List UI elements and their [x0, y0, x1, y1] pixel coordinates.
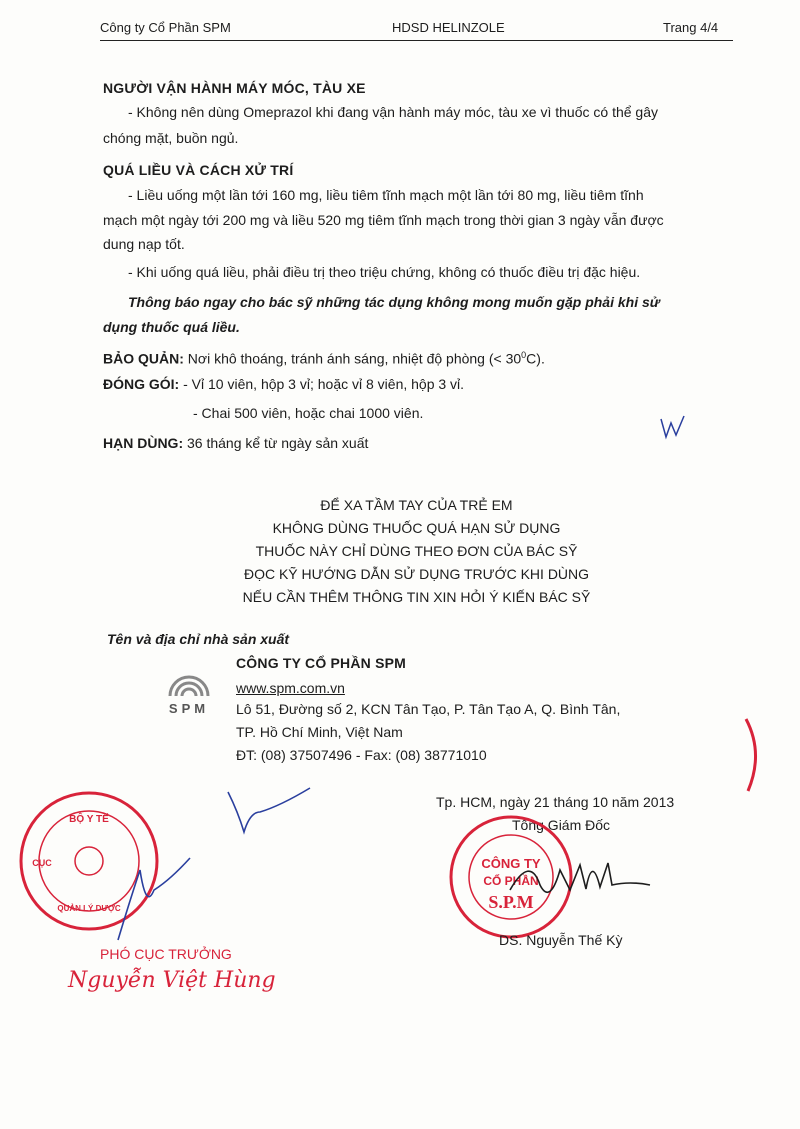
overdose-p2: - Khi uống quá liều, phải điều trị theo triệu chứng, không có thuốc điều trị đặc hiệu. [128, 264, 641, 280]
authority-stamp-bottom: QUẢN LÝ DƯỢC [57, 904, 121, 913]
machine-line-2: chóng mặt, buồn ngủ. [103, 130, 239, 146]
overdose-heading: QUÁ LIỀU VÀ CÁCH XỬ TRÍ [103, 162, 294, 178]
packaging-line-1: - Vỉ 10 viên, hộp 3 vỉ; hoặc vỉ 8 viên, hộp 3 vỉ. [179, 376, 465, 392]
overdose-p1-line-2: mạch một ngày tới 200 mg và liều 520 mg tiêm tĩnh mạch trong thời gian 3 ngày vẫn được [103, 212, 664, 228]
warning-4: ĐỌC KỸ HƯỚNG DẪN SỬ DỤNG TRƯỚC KHI DÙNG [243, 566, 590, 582]
machine-line-1: - Không nên dùng Omeprazol khi đang vận hành máy móc, tàu xe vì thuốc có thể gây [128, 104, 658, 120]
header-page-number: Trang 4/4 [663, 20, 719, 35]
storage-text: Nơi khô thoáng, tránh ánh sáng, nhiệt độ phòng (< 30 [183, 350, 522, 367]
spm-logo-arc-icon [158, 666, 220, 698]
authority-title: PHÓ CỤC TRƯỞNG [100, 946, 232, 962]
manufacturer-address-line-2: TP. Hồ Chí Minh, Việt Nam [236, 724, 403, 740]
manufacturer-name: CÔNG TY CỔ PHẦN SPM [236, 655, 407, 671]
storage-label: BẢO QUẢN: [103, 350, 184, 367]
warning-2: KHÔNG DÙNG THUỐC QUÁ HẠN SỬ DỤNG [272, 520, 561, 536]
overdose-notice-line-2: dụng thuốc quá liều. [103, 319, 240, 335]
overdose-notice-line-1: Thông báo ngay cho bác sỹ những tác dụng không mong muốn gặp phải khi sử [128, 294, 660, 310]
manufacturer-phone: ĐT: (08) 37507496 - Fax: (08) 38771010 [236, 747, 487, 763]
expiry-text: 36 tháng kể từ ngày sản xuất [183, 435, 369, 451]
company-stamp-line-2: CỔ PHẦN [483, 874, 539, 888]
signoff-title: Tổng Giám Đốc [512, 817, 611, 833]
overdose-p1-line-1: - Liều uống một lần tới 160 mg, liều tiêm tĩnh mạch một lần tới 80 mg, liều tiêm tĩnh [128, 187, 644, 203]
authority-signature [110, 850, 200, 950]
emblem-icon [75, 847, 103, 875]
signoff-signer: DS. Nguyễn Thế Kỳ [499, 932, 623, 948]
overdose-p1-line-3: dung nạp tốt. [103, 236, 185, 252]
storage-row [103, 343, 545, 371]
packaging-row [103, 372, 464, 396]
authority-stamp-left: CỤC [32, 858, 52, 868]
spm-logo-text: SPM [168, 701, 210, 716]
authority-stamp-top: BỘ Y TẾ [69, 814, 109, 825]
manufacturer-address-line-1: Lô 51, Đường số 2, KCN Tân Tạo, P. Tân Tạo A, Q. Bình Tân, [236, 701, 621, 717]
director-signature [500, 845, 660, 910]
storage-degree: 0 [521, 350, 527, 360]
machine-heading: NGƯỜI VẬN HÀNH MÁY MÓC, TÀU XE [103, 80, 366, 96]
packaging-line-2: - Chai 500 viên, hoặc chai 1000 viên. [193, 405, 424, 421]
initials-mark [658, 413, 688, 441]
packaging-label: ĐÓNG GÓI: [103, 376, 180, 392]
company-stamp-line-1: CÔNG TY [481, 856, 541, 871]
header-company: Công ty Cổ Phần SPM [100, 20, 231, 35]
expiry-row [103, 431, 368, 455]
expiry-label: HẠN DÙNG: [103, 435, 184, 451]
header-doc-title: HDSD HELINZOLE [392, 20, 505, 35]
manufacturer-label: Tên và địa chỉ nhà sản xuất [107, 631, 290, 647]
manufacturer-website[interactable]: www.spm.com.vn [236, 680, 345, 696]
authority-signature-name: Nguyễn Việt Hùng [68, 968, 276, 993]
header-divider [100, 40, 733, 41]
spm-logo [158, 666, 220, 714]
warning-5: NẾU CẦN THÊM THÔNG TIN XIN HỎI Ý KIẾN BÁC SỸ [242, 589, 591, 605]
red-bracket-mark [740, 715, 770, 795]
warning-3: THUỐC NÀY CHỈ DÙNG THEO ĐƠN CỦA BÁC SỸ [255, 543, 578, 559]
signoff-date: Tp. HCM, ngày 21 tháng 10 năm 2013 [436, 794, 675, 810]
blue-pen-mark [220, 782, 320, 842]
warning-1: ĐỂ XA TẦM TAY CỦA TRẺ EM [320, 497, 513, 513]
storage-unit: C). [526, 350, 545, 367]
company-stamp-line-3: S.P.M [488, 892, 534, 912]
